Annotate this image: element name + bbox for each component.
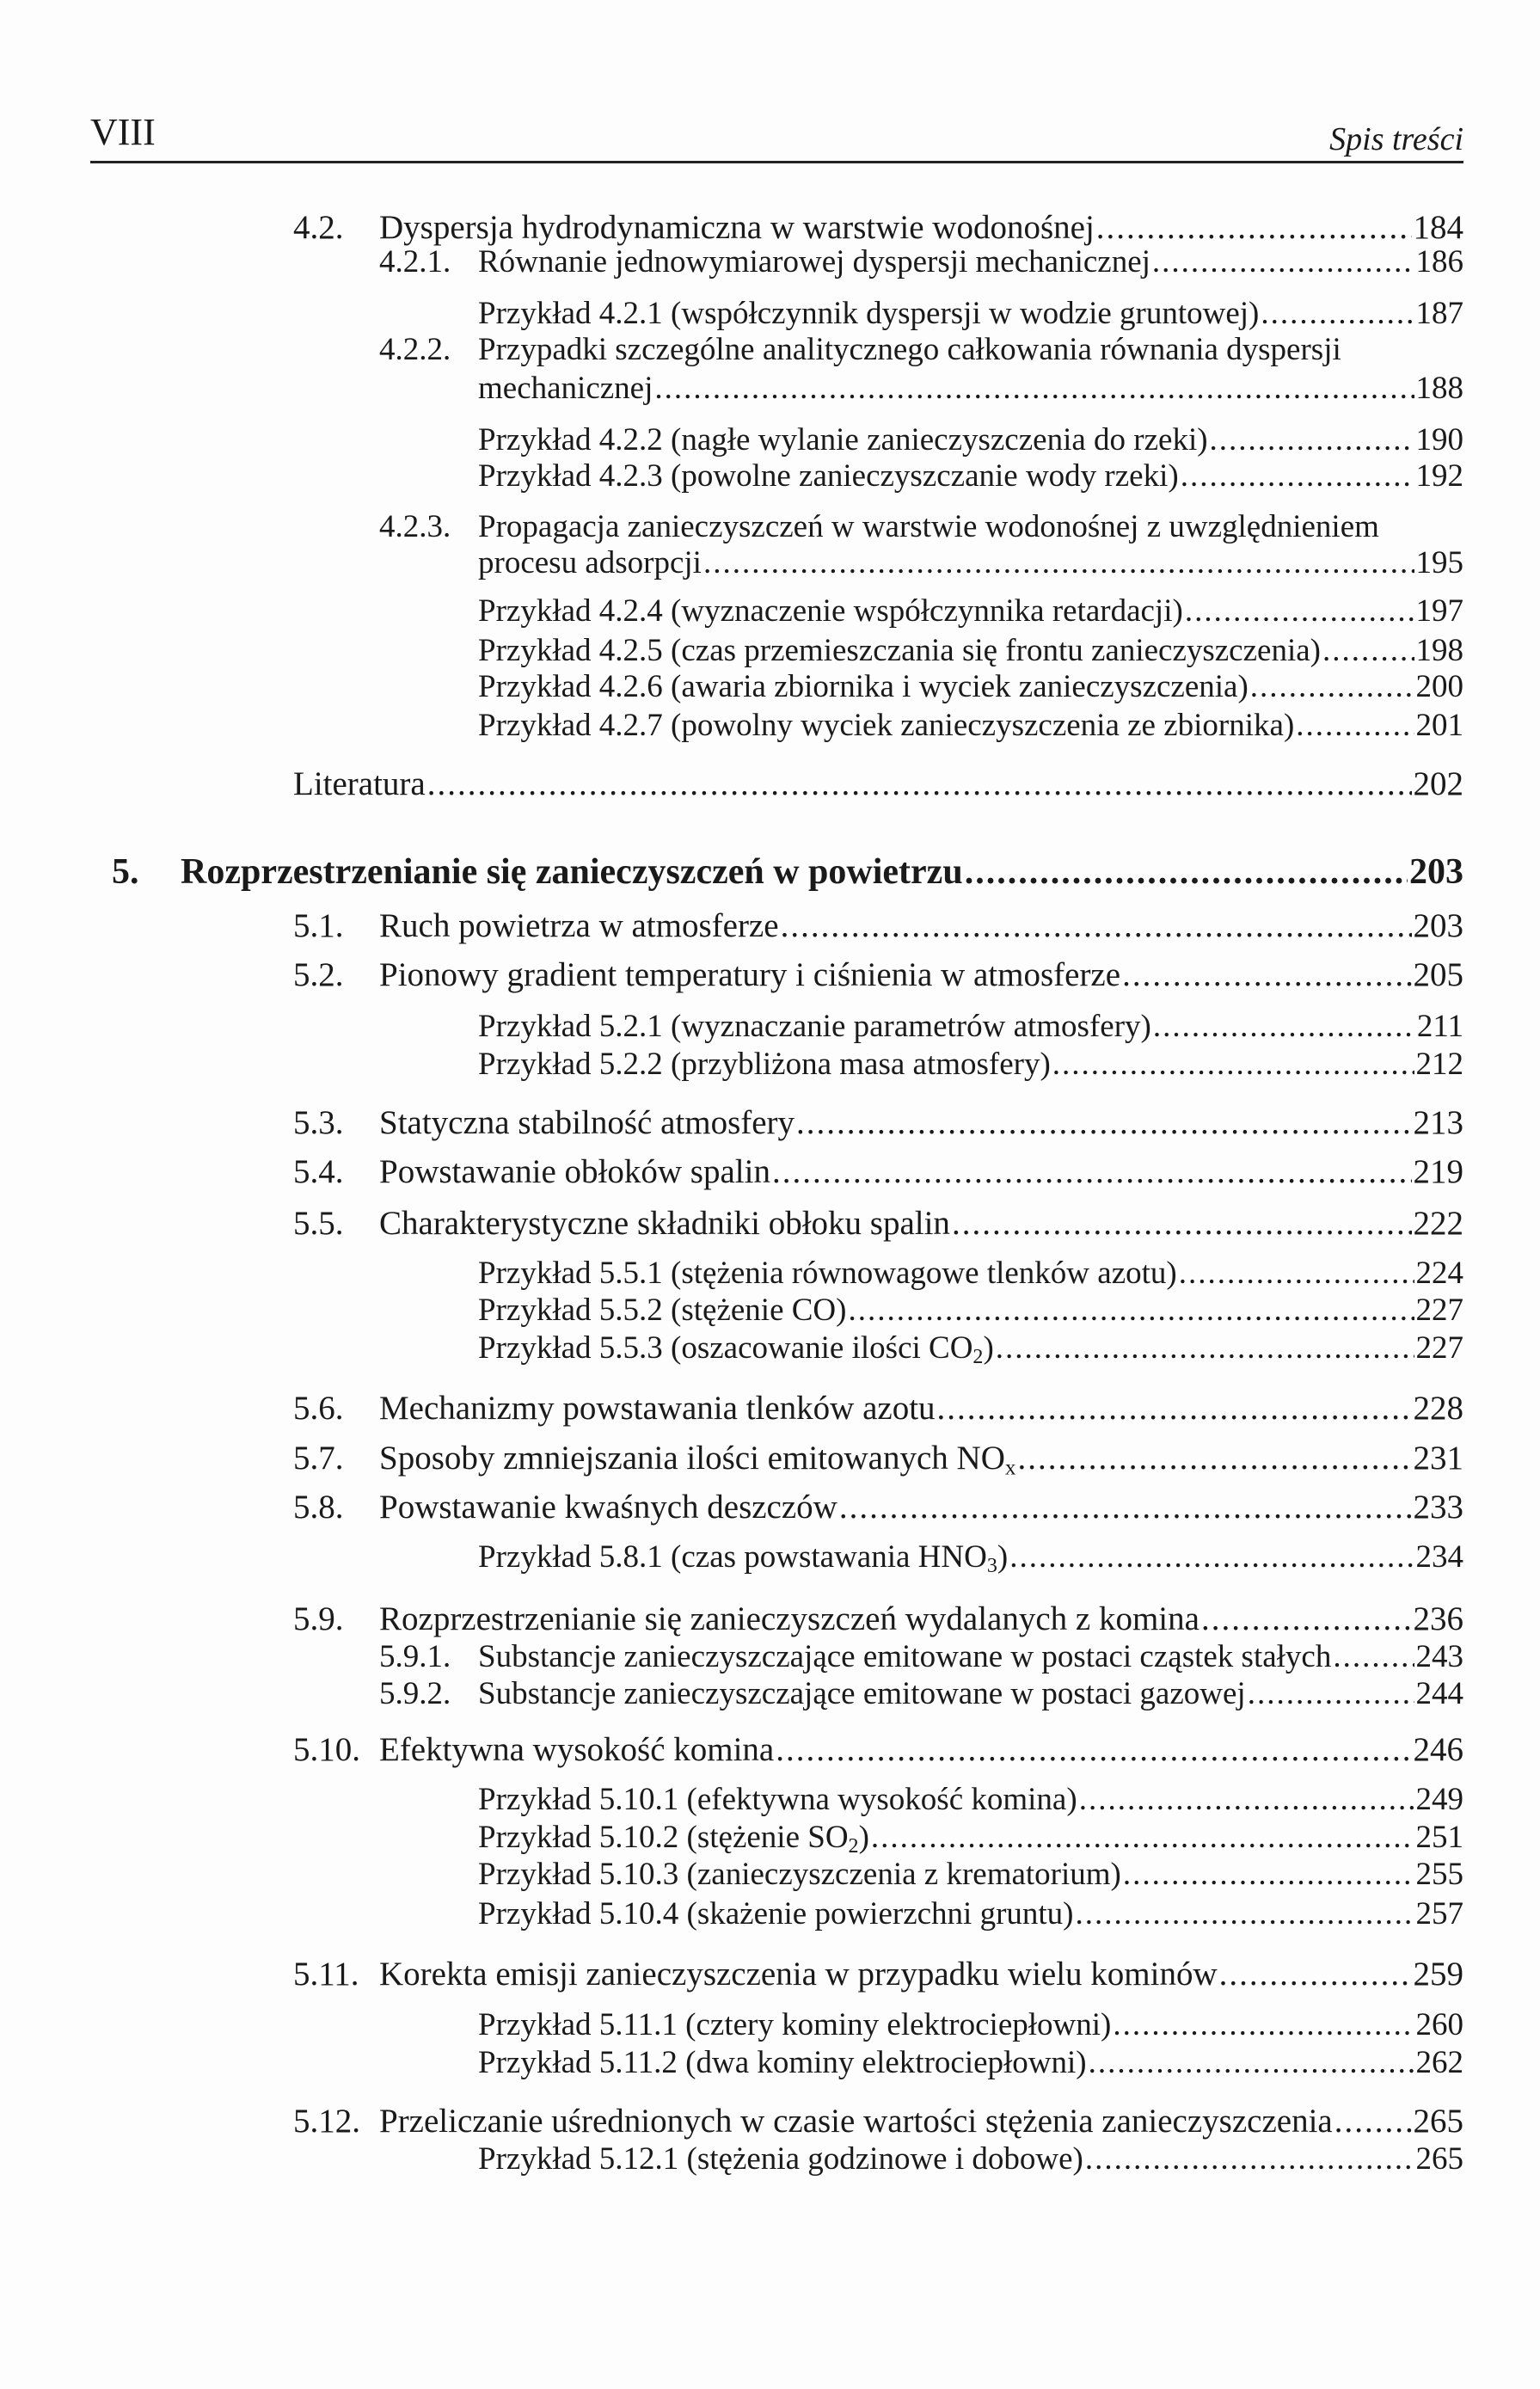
entry-title-text: Przykład 5.10.3 (zanieczyszczenia z krematorium)	[478, 1857, 1121, 1893]
toc-entry-subsection[interactable]	[379, 242, 1463, 283]
entry-number: 5.10.	[293, 1731, 360, 1769]
entry-title	[379, 1203, 950, 1244]
entry-title-text: Substancje zanieczyszczające emitowane w postaci cząstek stałych	[478, 1638, 1332, 1674]
entry-title	[379, 955, 1120, 996]
dot-leader	[1009, 1537, 1414, 1578]
entry-page-number: 197	[1415, 593, 1463, 629]
entry-page-number: 227	[1415, 1330, 1463, 1366]
subscript: 2	[972, 1346, 984, 1369]
dot-leader	[1079, 1779, 1414, 1821]
subscript: 3	[986, 1555, 997, 1578]
dot-leader	[848, 1290, 1414, 1331]
entry-page-number: 222	[1413, 1204, 1463, 1242]
entry-title-text: Przykład 4.2.7 (powolny wyciek zanieczyszczenia ze zbiornika)	[478, 708, 1295, 743]
entry-page-number: 228	[1413, 1390, 1463, 1428]
entry-title	[478, 1854, 1121, 1895]
dot-leader	[1052, 1044, 1414, 1085]
entry-title	[478, 1044, 1051, 1085]
dot-leader	[781, 906, 1412, 947]
dot-leader	[937, 1388, 1412, 1429]
toc-entry-section[interactable]	[293, 1954, 1463, 1995]
entry-page-number: 236	[1413, 1600, 1463, 1637]
entry-page-number: 234	[1415, 1539, 1463, 1575]
entry-number: 4.2.2.	[379, 331, 451, 367]
entry-title-after: )	[858, 1819, 869, 1855]
entry-title	[478, 2042, 1087, 2084]
dot-leader	[1219, 1954, 1412, 1995]
toc-entry-section[interactable]	[293, 1102, 1463, 1144]
toc-entry-example[interactable]	[478, 591, 1463, 632]
dot-leader	[776, 1729, 1411, 1771]
entry-page-number: 202	[1413, 765, 1463, 803]
dot-leader	[1085, 2139, 1414, 2180]
dot-leader	[1296, 705, 1414, 746]
entry-page-number: 262	[1415, 2044, 1463, 2080]
subscript: x	[1004, 1455, 1016, 1480]
toc-entry-literature[interactable]	[293, 764, 1463, 805]
entry-page-number: 219	[1413, 1153, 1463, 1191]
entry-page-number: 255	[1415, 1857, 1463, 1893]
entry-title	[379, 1102, 795, 1144]
entry-page-number: 195	[1415, 545, 1463, 581]
entry-title-text: Dyspersja hydrodynamiczna w warstwie wodonośnej	[379, 209, 1095, 247]
dot-leader	[1181, 456, 1414, 497]
entry-title	[478, 591, 1183, 632]
toc-entry-section[interactable]	[293, 1729, 1463, 1771]
toc-entry-example[interactable]	[478, 1779, 1463, 1821]
dot-leader	[1089, 2042, 1414, 2084]
entry-title	[293, 764, 426, 805]
entry-title-text: Mechanizmy powstawania tlenków azotu	[379, 1390, 936, 1428]
entry-title	[478, 1253, 1177, 1294]
entry-title-text: Przykład 5.10.1 (efektywna wysokość komina)	[478, 1781, 1077, 1817]
entry-title	[379, 1729, 774, 1771]
entry-title-text: Ruch powietrza w atmosferze	[379, 906, 779, 944]
entry-title	[478, 1328, 994, 1369]
entry-title-text: Rozprzestrzenianie się zanieczyszczeń wydalanych z komina	[379, 1600, 1199, 1637]
entry-page-number: 265	[1415, 2140, 1463, 2177]
entry-title	[478, 1290, 846, 1331]
toc-entry-example[interactable]	[478, 2005, 1463, 2046]
entry-title-after: )	[997, 1539, 1009, 1575]
entry-page-number: 212	[1415, 1046, 1463, 1082]
toc-entry-example[interactable]	[478, 1537, 1463, 1578]
entry-title-text: Rozprzestrzenianie się zanieczyszczeń w powietrzu	[181, 851, 963, 892]
entry-title-text: Przykład 4.2.2 (nagłe wylanie zanieczyszczenia do rzeki)	[478, 421, 1208, 458]
entry-title-text: Przykład 5.12.1 (stężenia godzinowe i dobowe)	[478, 2140, 1083, 2177]
entry-title-text: Propagacja zanieczyszczeń w warstwie wodonośnej z uwzględnieniem	[478, 509, 1379, 545]
entry-title-text: Przykład 5.10.2 (stężenie SO	[478, 1819, 849, 1855]
entry-page-number: 257	[1415, 1895, 1463, 1931]
entry-title	[478, 420, 1208, 461]
entry-title-text: Przykład 4.2.4 (wyznaczenie współczynnika retardacji)	[478, 593, 1183, 629]
entry-title-text: Przykład 4.2.1 (współczynnik dyspersji w wodzie gruntowej)	[478, 295, 1260, 331]
entry-page-number: 184	[1413, 209, 1463, 247]
entry-title-continuation: procesu adsorpcji	[478, 545, 702, 581]
toc-entry-example[interactable]	[478, 420, 1463, 461]
entry-title-text: Sposoby zmniejszania ilości emitowanych NO	[379, 1439, 1005, 1477]
entry-title-text: Korekta emisji zanieczyszczenia w przypadku wielu kominów	[379, 1955, 1218, 1993]
dot-leader	[1179, 1253, 1414, 1294]
dot-leader	[1210, 420, 1414, 461]
toc-entry-example[interactable]	[478, 1817, 1463, 1858]
dot-leader	[1250, 666, 1414, 708]
entry-title	[379, 1599, 1199, 1640]
dot-leader	[1261, 293, 1414, 335]
toc-entry-example[interactable]	[478, 705, 1463, 746]
entry-page-number: 259	[1413, 1955, 1463, 1993]
entry-title-text: Literatura	[293, 765, 426, 803]
entry-title	[379, 906, 779, 947]
entry-page-number: 233	[1413, 1489, 1463, 1526]
entry-page-number: 260	[1415, 2007, 1463, 2043]
entry-title	[379, 1152, 770, 1193]
entry-title	[478, 666, 1249, 708]
dot-leader	[796, 1102, 1411, 1144]
entry-page-number: 192	[1415, 458, 1463, 494]
dot-leader	[1201, 1599, 1412, 1640]
dot-leader	[427, 764, 1412, 805]
entry-title	[478, 1006, 1151, 1047]
dot-leader	[1322, 630, 1414, 672]
entry-page-number: 244	[1415, 1676, 1463, 1712]
entry-title-text: Przykład 5.5.1 (stężenia równowagowe tlenków azotu)	[478, 1255, 1177, 1291]
entry-page-number: 205	[1413, 956, 1463, 994]
dot-leader	[952, 1203, 1412, 1244]
entry-title-text: Przykład 5.2.2 (przybliżona masa atmosfery)	[478, 1046, 1051, 1082]
entry-title-continuation: mechanicznej	[478, 371, 653, 407]
entry-title	[478, 1779, 1077, 1821]
toc-entry-example[interactable]	[478, 1044, 1463, 1085]
entry-page-number: 190	[1415, 421, 1463, 458]
entry-title-after: )	[983, 1330, 994, 1366]
entry-title	[478, 630, 1321, 672]
dot-leader	[839, 1487, 1412, 1528]
dot-leader	[1334, 2101, 1412, 2142]
dot-leader	[1248, 1674, 1414, 1715]
entry-title	[478, 293, 1259, 335]
entry-number: 5.1.	[293, 906, 344, 944]
entry-number: 5.3.	[293, 1103, 344, 1141]
toc-entry-example[interactable]	[478, 1253, 1463, 1294]
entry-title-text: Równanie jednowymiarowej dyspersji mechanicznej	[478, 244, 1150, 280]
entry-title-text: Przykład 5.11.2 (dwa kominy elektrociepłowni)	[478, 2044, 1087, 2080]
entry-title-text: Przykład 5.10.4 (skażenie powierzchni gruntu)	[478, 1895, 1074, 1931]
toc-entry-section[interactable]	[293, 906, 1463, 947]
entry-page-number: 224	[1415, 1255, 1463, 1291]
toc-entry-section[interactable]	[293, 1203, 1463, 1244]
entry-title-text: Powstawanie kwaśnych deszczów	[379, 1489, 837, 1526]
entry-number: 5.7.	[293, 1439, 344, 1477]
entry-number: 5.9.2.	[379, 1676, 451, 1712]
entry-title-text: Przeliczanie uśrednionych w czasie wartości stężenia zanieczyszczenia	[379, 2103, 1333, 2140]
entry-number: 5.8.	[293, 1489, 344, 1526]
toc-entry-section[interactable]	[293, 1438, 1463, 1480]
entry-page-number: 187	[1415, 295, 1463, 331]
entry-number: 4.2.3.	[379, 509, 451, 545]
entry-title-text: Przykład 4.2.3 (powolne zanieczyszczanie wody rzeki)	[478, 458, 1179, 494]
dot-leader	[1152, 242, 1414, 283]
entry-title	[478, 2139, 1083, 2180]
entry-number: 5.11.	[293, 1955, 359, 1993]
dot-leader	[1076, 1894, 1414, 1935]
entry-page-number: 203	[1409, 851, 1463, 892]
entry-number: 5.6.	[293, 1390, 344, 1428]
entry-number: 5.5.	[293, 1204, 344, 1242]
entry-title	[181, 851, 963, 893]
dot-leader	[996, 1328, 1414, 1369]
entry-title	[379, 1438, 1016, 1479]
toc-entry-subsection[interactable]	[379, 507, 1463, 548]
toc-entry-subsection[interactable]	[379, 1674, 1463, 1715]
toc-entry-example[interactable]	[478, 630, 1463, 672]
toc-entry-section[interactable]	[293, 955, 1463, 996]
entry-title	[379, 1487, 837, 1528]
toc-entry-example[interactable]	[478, 1854, 1463, 1895]
toc-entry-section[interactable]	[293, 1487, 1463, 1528]
dot-leader	[1122, 955, 1411, 996]
entry-number: 5.2.	[293, 956, 344, 994]
entry-page-number: 251	[1415, 1819, 1463, 1855]
entry-title	[478, 1674, 1246, 1715]
toc-entry-example[interactable]	[478, 1894, 1463, 1935]
entry-title	[478, 329, 1341, 371]
dot-leader	[965, 851, 1408, 893]
subscript: 2	[848, 1834, 859, 1858]
dot-leader	[1113, 2005, 1414, 2046]
entry-page-number: 186	[1415, 244, 1463, 280]
dot-leader	[1333, 1637, 1414, 1678]
entry-page-number: 188	[1415, 371, 1463, 407]
entry-number: 4.2.	[293, 209, 344, 247]
entry-number: 5.	[112, 851, 139, 892]
entry-title-text: Efektywna wysokość komina	[379, 1731, 775, 1769]
entry-page-number: 249	[1415, 1781, 1463, 1817]
entry-number: 4.2.1.	[379, 244, 451, 280]
toc-entry-chapter[interactable]	[112, 851, 1463, 893]
toc-entry-subsection[interactable]	[478, 368, 1463, 409]
toc-entry-example[interactable]	[478, 1290, 1463, 1331]
entry-page-number: 265	[1413, 2103, 1463, 2140]
dot-leader	[703, 543, 1414, 584]
toc-entry-example[interactable]	[478, 293, 1463, 335]
entry-title-text: Przykład 5.11.1 (cztery kominy elektrociepłowni)	[478, 2007, 1112, 2043]
entry-page-number: 198	[1415, 632, 1463, 668]
entry-page-number: 213	[1413, 1103, 1463, 1141]
entry-page-number: 246	[1413, 1731, 1463, 1769]
dot-leader	[654, 368, 1414, 409]
entry-title	[478, 242, 1150, 283]
toc-entry-section[interactable]	[293, 1599, 1463, 1640]
entry-title-text: Przykład 4.2.6 (awaria zbiornika i wyciek zanieczyszczenia)	[478, 668, 1249, 704]
toc-entry-subsection[interactable]	[478, 543, 1463, 584]
toc-entry-subsection[interactable]	[379, 329, 1463, 371]
entry-page-number: 243	[1415, 1638, 1463, 1674]
entry-title	[478, 1537, 1008, 1578]
dot-leader	[772, 1152, 1412, 1193]
toc-entry-example[interactable]	[478, 1006, 1463, 1047]
page-number: VIII	[90, 111, 156, 153]
entry-page-number: 203	[1413, 906, 1463, 944]
entry-title	[478, 1817, 869, 1858]
entry-title-text: Pionowy gradient temperatury i ciśnienia w atmosferze	[379, 956, 1121, 994]
dot-leader	[1018, 1438, 1412, 1479]
entry-title-text: Przykład 5.2.1 (wyznaczanie parametrów atmosfery)	[478, 1008, 1151, 1044]
entry-number: 5.9.1.	[379, 1638, 451, 1674]
entry-title	[379, 2101, 1333, 2142]
entry-title	[478, 1894, 1074, 1935]
dot-leader	[1123, 1854, 1414, 1895]
entry-title-text: Charakterystyczne składniki obłoku spalin	[379, 1204, 950, 1242]
toc-entry-subsection[interactable]	[379, 1637, 1463, 1678]
entry-title	[379, 1954, 1218, 1995]
entry-title-text: Przypadki szczególne analitycznego całkowania równania dyspersji	[478, 331, 1341, 367]
entry-title-text: Statyczna stabilność atmosfery	[379, 1103, 795, 1141]
toc-entry-example[interactable]	[478, 456, 1463, 497]
entry-title	[478, 705, 1294, 746]
entry-page-number: 227	[1415, 1293, 1463, 1329]
toc-entry-section[interactable]	[293, 1388, 1463, 1429]
entry-page-number: 231	[1413, 1439, 1463, 1477]
entry-title	[478, 507, 1379, 548]
entry-title-text: Przykład 5.5.3 (oszacowanie ilości CO	[478, 1330, 973, 1366]
entry-number: 5.12.	[293, 2103, 360, 2140]
entry-title-text: Substancje zanieczyszczające emitowane w postaci gazowej	[478, 1676, 1246, 1712]
entry-number: 5.9.	[293, 1600, 344, 1637]
entry-title-text: Powstawanie obłoków spalin	[379, 1153, 770, 1191]
toc-entry-section[interactable]	[293, 2101, 1463, 2142]
toc-entry-example[interactable]	[478, 2042, 1463, 2084]
entry-title	[478, 1637, 1331, 1678]
entry-title	[379, 1388, 936, 1429]
dot-leader	[1153, 1006, 1415, 1047]
entry-page-number: 201	[1415, 708, 1463, 743]
toc-entry-example[interactable]	[478, 2139, 1463, 2180]
header-rule	[90, 161, 1463, 163]
toc-entry-example[interactable]	[478, 1328, 1463, 1369]
entry-title	[478, 2005, 1111, 2046]
toc-entry-example[interactable]	[478, 666, 1463, 708]
dot-leader	[1185, 591, 1414, 632]
entry-title	[478, 456, 1179, 497]
toc-entry-section[interactable]	[293, 1152, 1463, 1193]
entry-number: 5.4.	[293, 1153, 344, 1191]
entry-title-text: Przykład 5.8.1 (czas powstawania HNO	[478, 1539, 987, 1575]
entry-title-text: Przykład 5.5.2 (stężenie CO)	[478, 1293, 847, 1329]
dot-leader	[871, 1817, 1414, 1858]
entry-page-number: 200	[1415, 668, 1463, 704]
entry-page-number: 211	[1416, 1008, 1463, 1044]
entry-title-text: Przykład 4.2.5 (czas przemieszczania się frontu zanieczyszczenia)	[478, 632, 1321, 668]
running-title: Spis treści	[1329, 121, 1463, 157]
